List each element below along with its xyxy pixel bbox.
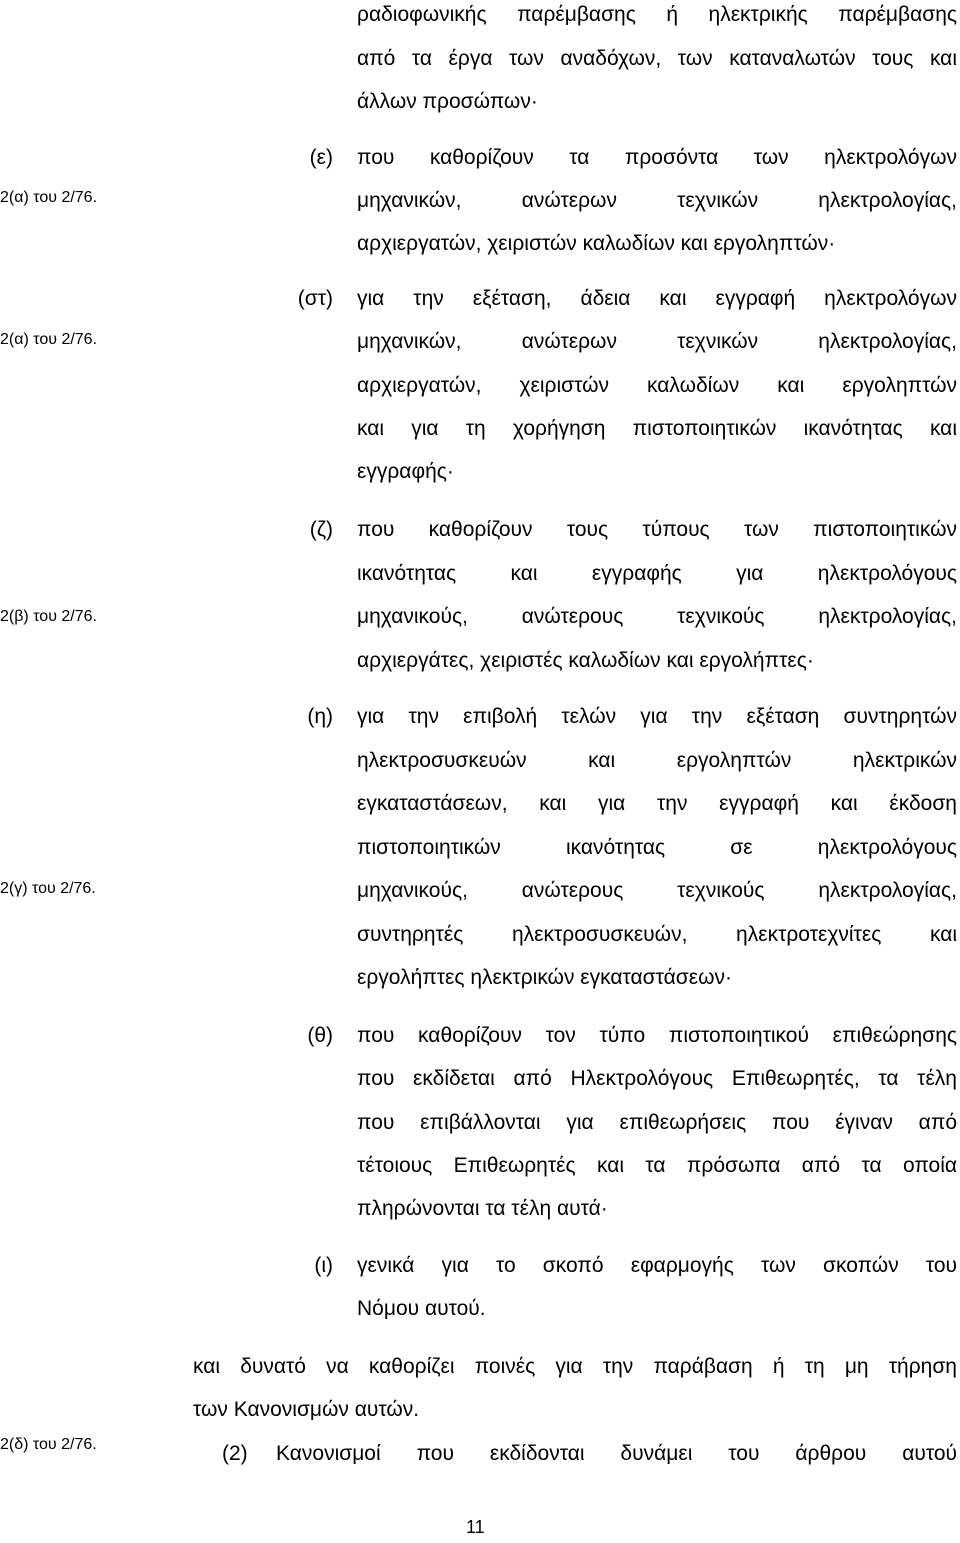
item-line: ηλεκτροσυσκευών και εργοληπτών ηλεκτρικών	[357, 749, 957, 772]
margin-ref-epsilon: 2(α) του 2/76.	[0, 189, 98, 206]
closing-line: και δυνατό να καθορίζει ποινές για την παράβαση ή τη μη τήρηση	[193, 1355, 957, 1378]
item-line: εργολήπτες ηλεκτρικών εγκαταστάσεων·	[357, 966, 732, 989]
item-line: μηχανικών, ανώτερων τεχνικών ηλεκτρολογίας,	[357, 330, 957, 353]
item-line: ικανότητας και εγγραφής για ηλεκτρολόγους	[357, 562, 957, 585]
subsection-label: (2)	[222, 1442, 248, 1465]
item-line: που καθορίζουν τα προσόντα των ηλεκτρολόγων	[357, 146, 957, 169]
item-line: που επιβάλλονται για επιθεωρήσεις που έγιναν από	[357, 1111, 957, 1134]
item-line: πληρώνονται τα τέλη αυτά·	[357, 1197, 608, 1220]
item-line: τέτοιους Επιθεωρητές και τα πρόσωπα από τα οποία	[357, 1154, 957, 1177]
item-label-iota: (ι)	[314, 1254, 333, 1277]
item-line: μηχανικών, ανώτερων τεχνικών ηλεκτρολογίας,	[357, 189, 957, 212]
intro-line: από τα έργα των αναδόχων, των καταναλωτών τους και	[357, 47, 957, 70]
margin-ref-subsection-2: 2(δ) του 2/76.	[0, 1436, 97, 1453]
item-line: και για τη χορήγηση πιστοποιητικών ικανότητας και	[357, 417, 957, 440]
margin-ref-eta: 2(γ) του 2/76.	[0, 880, 96, 897]
item-line: μηχανικούς, ανώτερους τεχνικούς ηλεκτρολογίας,	[357, 879, 957, 902]
item-line: εγκαταστάσεων, και για την εγγραφή και έκδοση	[357, 792, 957, 815]
margin-ref-zeta: 2(β) του 2/76.	[0, 608, 97, 625]
item-line: γενικά για το σκοπό εφαρμογής των σκοπών του	[357, 1254, 957, 1277]
page-number: 11	[466, 1517, 485, 1537]
item-line: για την εξέταση, άδεια και εγγραφή ηλεκτρολόγων	[357, 287, 957, 310]
item-label-epsilon: (ε)	[309, 146, 333, 169]
item-label-st: (στ)	[297, 287, 333, 310]
item-label-theta: (θ)	[307, 1024, 333, 1047]
item-line: αρχιεργατών, χειριστών καλωδίων και εργοληπτών	[357, 374, 957, 397]
item-line: για την επιβολή τελών για την εξέταση συντηρητών	[357, 705, 957, 728]
subsection-text: Κανονισμοί που εκδίδονται δυνάμει του άρθρου αυτού	[276, 1442, 957, 1465]
item-line: Νόμου αυτού.	[357, 1297, 486, 1320]
intro-line: άλλων προσώπων·	[357, 90, 538, 113]
item-line: εγγραφής·	[357, 460, 454, 483]
item-line: συντηρητές ηλεκτροσυσκευών, ηλεκτροτεχνίτες και	[357, 923, 957, 946]
closing-line: των Κανονισμών αυτών.	[193, 1398, 420, 1421]
item-line: που εκδίδεται από Ηλεκτρολόγους Επιθεωρητές, τα τέλη	[357, 1067, 957, 1090]
item-label-zeta: (ζ)	[309, 518, 333, 541]
intro-line: ραδιοφωνικής παρέμβασης ή ηλεκτρικής παρέμβασης	[357, 3, 957, 26]
item-line: μηχανικούς, ανώτερους τεχνικούς ηλεκτρολογίας,	[357, 605, 957, 628]
item-line: που καθορίζουν τους τύπους των πιστοποιητικών	[357, 518, 957, 541]
item-line: πιστοποιητικών ικανότητας σε ηλεκτρολόγους	[357, 836, 957, 859]
item-line: που καθορίζουν τον τύπο πιστοποιητικού επιθεώρησης	[357, 1024, 957, 1047]
item-line: αρχιεργατών, χειριστών καλωδίων και εργοληπτών·	[357, 232, 836, 255]
item-line: αρχιεργάτες, χειριστές καλωδίων και εργολήπτες·	[357, 649, 814, 672]
margin-ref-st: 2(α) του 2/76.	[0, 331, 98, 348]
item-label-eta: (η)	[307, 705, 333, 728]
